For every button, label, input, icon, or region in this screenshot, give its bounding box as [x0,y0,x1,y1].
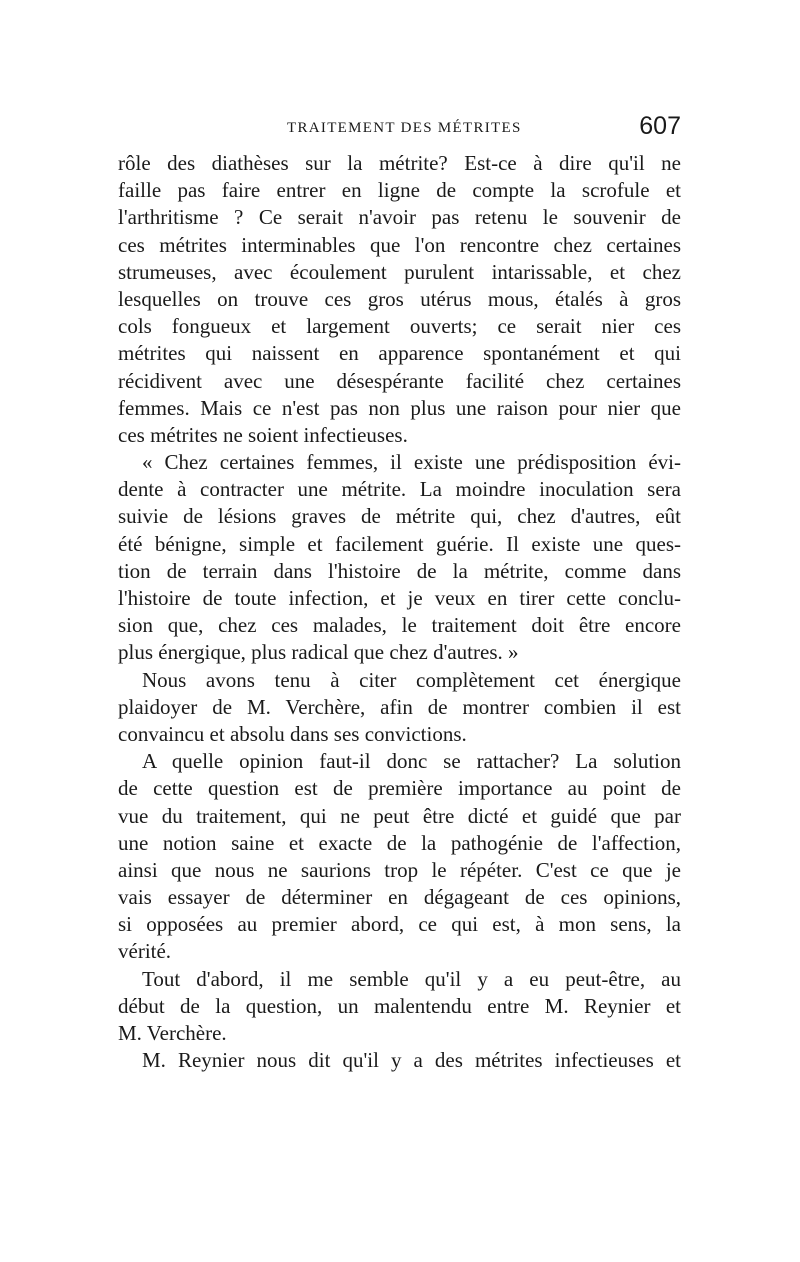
text-line: vue du traitement, qui ne peut être dicté et guidé que par [118,803,681,828]
text-line: ces métrites ne soient infectieuses. [118,422,408,447]
text-line: plus énergique, plus radical que chez d'autres. » [118,640,519,665]
running-header [147,112,681,144]
page-number: 607 [639,112,681,140]
text-line: dente à contracter une métrite. La moindre inoculation sera [118,477,681,502]
text-line: vérité. [118,939,172,964]
text-line: rôle des diathèses sur la métrite? Est-ce à dire qu'il ne [118,151,681,175]
text-line: « Chez certaines femmes, il existe une prédisposition évi- [142,450,681,475]
text-line: cols fongueux et largement ouverts; ce serait nier ces [118,314,681,339]
text-line: tion de terrain dans l'histoire de la métrite, comme dans [118,558,681,583]
running-title: TRAITEMENT DES MÉTRITES [287,120,522,136]
text-line: Tout d'abord, il me semble qu'il y a eu peut-être, au [142,966,681,991]
text-line: strumeuses, avec écoulement purulent intarissable, et chez [118,259,681,284]
text-line: l'histoire de toute infection, et je veux en tirer cette conclu- [118,586,681,610]
text-line: femmes. Mais ce n'est pas non plus une raison pour nier que [118,395,681,420]
text-line: A quelle opinion faut-il donc se rattacher? La solution [142,749,681,774]
text-line: été bénigne, simple et facilement guérie. Il existe une ques- [118,531,681,556]
text-line: l'arthritisme ? Ce serait n'avoir pas retenu le souvenir de [118,205,681,230]
text-line: M. Reynier nous dit qu'il y a des métrites infectieuses et [142,1048,681,1073]
text-line: plaidoyer de M. Verchère, afin de montrer combien il est [118,694,681,719]
text-line: suivie de lésions graves de métrite qui, chez d'autres, eût [118,504,681,529]
text-line: une notion saine et exacte de la pathogénie de l'affection, [118,830,681,855]
text-line: Nous avons tenu à citer complètement cet énergique [142,667,681,692]
text-line: faille pas faire entrer en ligne de compte la scrofule et [118,178,681,203]
text-line: si opposées au premier abord, ce qui est, à mon sens, la [118,912,681,937]
text-line: début de la question, un malentendu entre M. Reynier et [118,993,681,1018]
text-line: lesquelles on trouve ces gros utérus mous, étalés à gros [118,286,681,311]
text-line: métrites qui naissent en apparence spontanément et qui [118,341,681,366]
text-line: M. Verchère. [118,1021,227,1045]
text-line: récidivent avec une désespérante facilité chez certaines [118,368,681,393]
text-line: ces métrites interminables que l'on rencontre chez certaines [118,232,681,257]
text-line: ainsi que nous ne saurions trop le répéter. C'est ce que je [118,857,681,882]
text-line: de cette question est de première importance au point de [118,776,681,801]
text-line: convaincu et absolu dans ses convictions. [118,721,467,746]
text-line: vais essayer de déterminer en dégageant de ces opinions, [118,885,681,910]
body-text [118,150,681,1074]
text-line: sion que, chez ces malades, le traitement doit être encore [118,613,681,638]
